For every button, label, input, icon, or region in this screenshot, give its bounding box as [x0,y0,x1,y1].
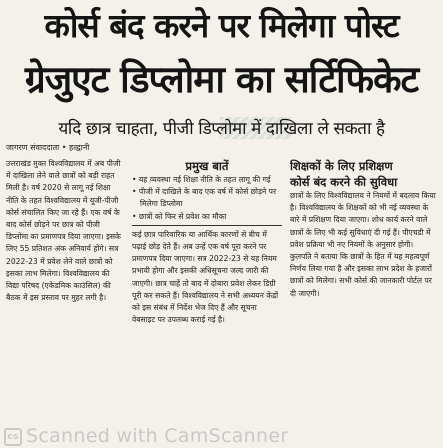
column-divider [132,225,282,226]
article-column-1 [6,158,124,426]
article-column-3 [290,158,437,426]
article-column-2 [132,158,282,426]
column-2-heading: प्रमुख बातें [185,159,229,173]
watermark-text: Scanned with CamScanner [26,425,289,447]
subheadline: यदि छात्र चाहता, पीजी डिप्लोमा में दाखिला ले सकता है [58,119,385,139]
column-1-text: उत्तराखंड मुक्त विश्वविद्यालय में अब पीजी में दाखिला लेने वाले छात्रों को बड़ी राहत मिली है। वर्ष 2020 से लागू नई शिक्षा नीति के तहत विश्वविद्यालय में यूजी-पीजी कोर्स संचालित किए जा रहे हैं। एक वर्ष के बाद कोर्स छोड़ने पर छात्र को पीजी डिप्लोमा का प्रमाणपत्र दिया जाएगा। इसके लिए 55 प्रतिशत अंक अनिवार्य होंगे। सत्र 2022-23 में प्रवेश लेने वाले छात्रों को इसका लाभ मिलेगा। विश्वविद्यालय की विद्या परिषद (एकेडमिक काउंसिल) की बैठक में इस प्रस्ताव पर मुहर लगी है। [6,159,121,303]
column-2-text: कई छात्र पारिवारिक या आर्थिक कारणों से बीच में पढ़ाई छोड़ देते हैं। अब उन्हें एक वर्ष पूरा करने पर प्रमाणपत्र दिया जाएगा। सत्र 2022-23 से यह नियम प्रभावी होगा और इसकी अधिसूचना जल्द जारी की जाएगी। छात्र चाहें तो बाद में दोबारा प्रवेश लेकर डिग्री पूरी कर सकते हैं। विश्वविद्यालय ने सभी अध्ययन केंद्रों को इस संबंध में निर्देश भेज दिए हैं और सूचना वेबसाइट पर उपलब्ध कराई गई है। [132,229,279,325]
camscanner-logo-icon: cs [4,428,22,446]
bullet-item: • पीजी में दाखिले के बाद एक वर्ष में कोर्स छोड़ने पर मिलेगा डिप्लोमा [132,187,277,209]
column-3-text: छात्रों के लिए विश्वविद्यालय ने नियमों में बदलाव किया है। विश्वविद्यालय के शिक्षकों को भी नई व्यवस्था के बारे में प्रशिक्षण दिया जाएगा। शोध कार्य करने वाले छात्रों के लिए भी कई सुविधाएं दी गई हैं। पीएचडी में प्रवेश प्रक्रिया भी नए नियमों के अनुसार होगी। कुलपति ने बताया कि छात्रों के हित में यह महत्वपूर्ण निर्णय लिया गया है और इसका लाभ प्रदेश के हजारों छात्रों को मिलेगा। सभी कोर्स की जानकारी पोर्टल पर दी जाएगी। [290,191,436,298]
headline-line-2: ग्रेजुएट डिप्लोमा का सर्टिफिकेट [24,58,419,101]
column-3-subheading: कोर्स बंद करने की सुविधा [290,175,398,189]
column-3-heading: शिक्षकों के लिए प्रशिक्षण [290,159,393,173]
bullet-item: • छात्रों को फिर से प्रवेश का मौका [132,211,227,221]
headline-line-1: कोर्स बंद करने पर मिलेगा पोस्ट [44,6,399,45]
scanner-watermark [4,424,304,448]
byline: जागरण संवाददाता • हल्द्वानी [6,143,90,152]
bullet-item: • यह व्यवस्था नई शिक्षा नीति के तहत लागू की गई [132,175,271,184]
